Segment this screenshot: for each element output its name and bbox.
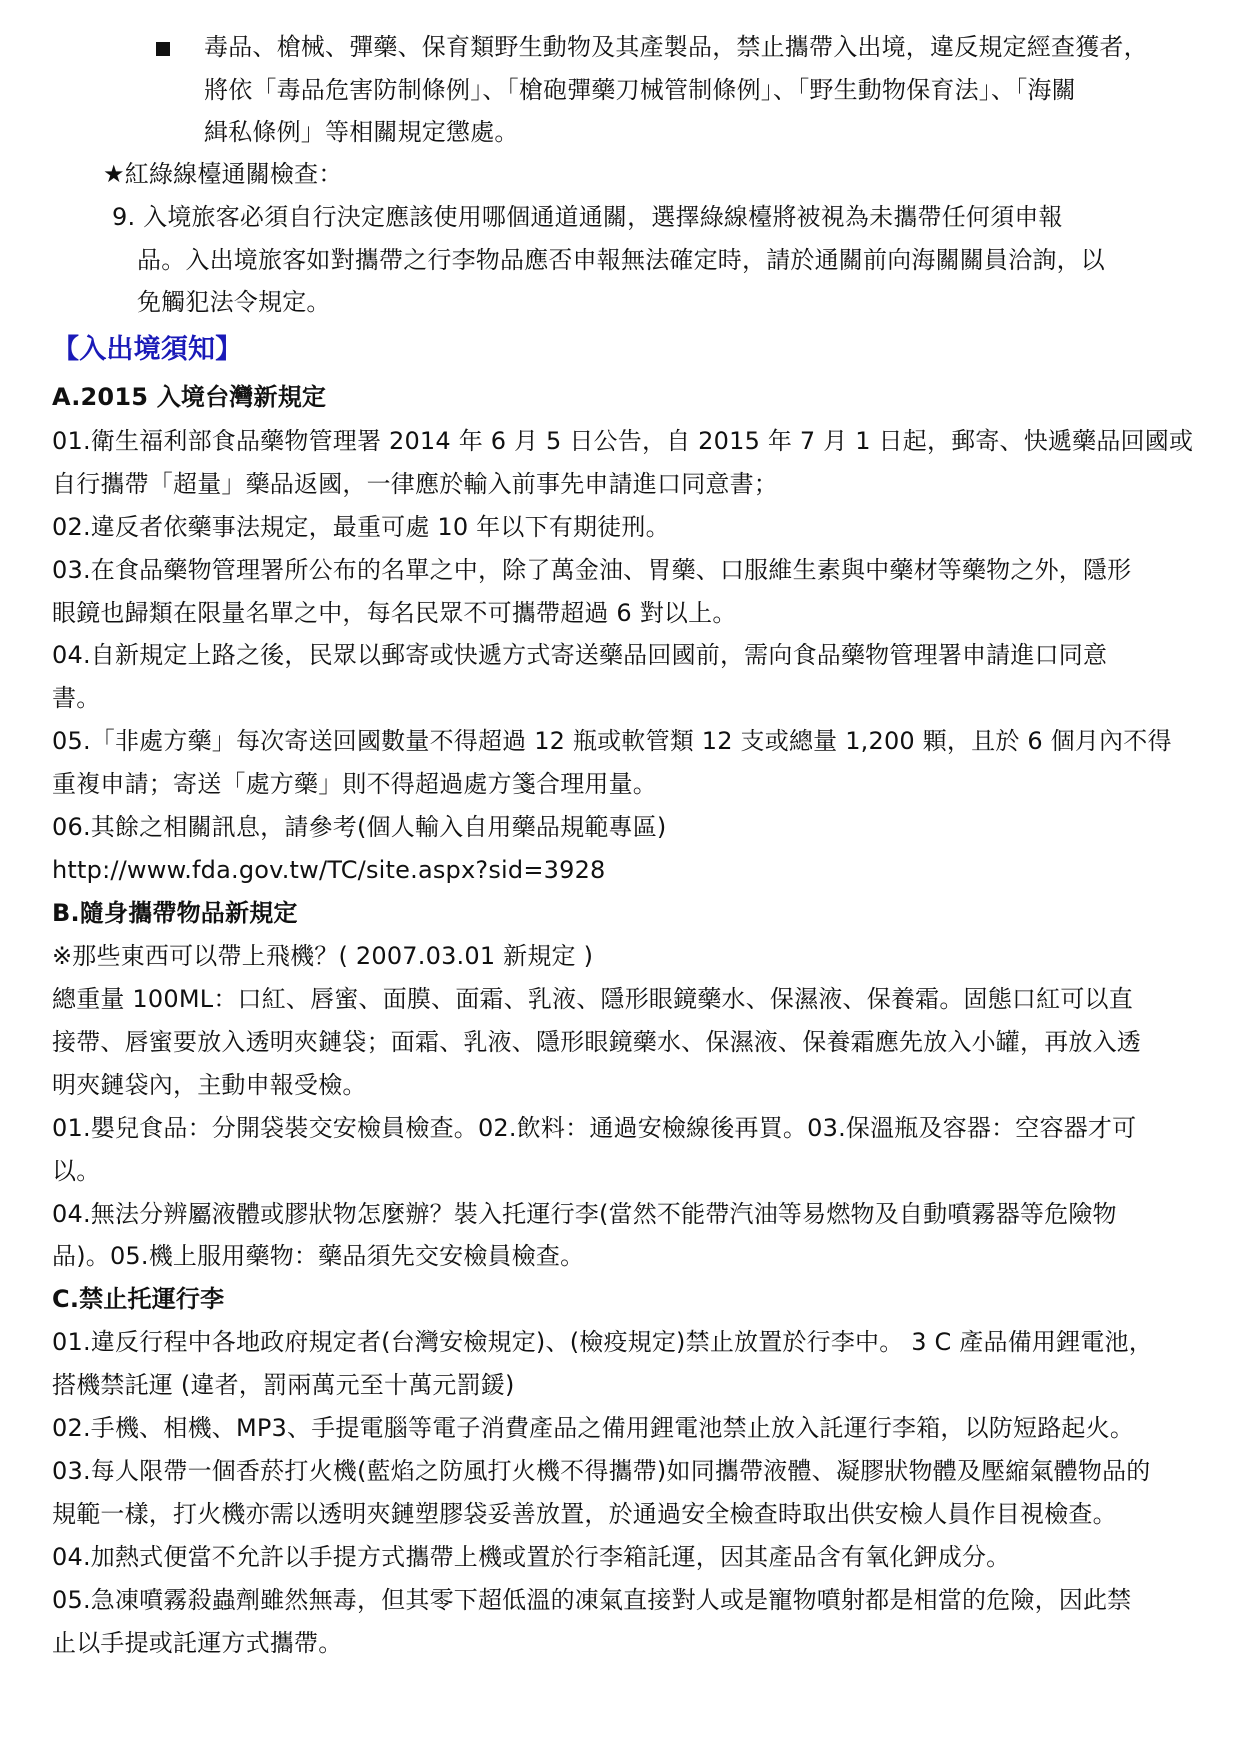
body-line: 明夾鏈袋內，主動申報受檢。: [52, 1071, 367, 1099]
numbered-item-line: 免觸犯法令規定。: [137, 288, 331, 316]
heading-b: B.隨身攜帶物品新規定: [52, 899, 298, 927]
body-line: 03.在食品藥物管理署所公布的名單之中，除了萬金油、胃藥、口服維生素與中藥材等藥物之外，隱形: [52, 556, 1132, 584]
fda-url-line: http://www.fda.gov.tw/TC/site.aspx?sid=3928: [52, 856, 606, 884]
body-line: 止以手提或託運方式攜帶。: [52, 1629, 343, 1657]
body-line: 04.無法分辨屬液體或膠狀物怎麼辦？裝入托運行李(當然不能帶汽油等易燃物及自動噴霧器等危險物: [52, 1200, 1117, 1228]
body-line: 眼鏡也歸類在限量名單之中，每名民眾不可攜帶超過 6 對以上。: [52, 599, 737, 627]
body-line: 05.急凍噴霧殺蟲劑雖然無毒，但其零下超低溫的凍氣直接對人或是寵物噴射都是相當的危險，因此禁: [52, 1586, 1132, 1614]
body-line: 接帶、唇蜜要放入透明夾鏈袋；面霜、乳液、隱形眼鏡藥水、保濕液、保養霜應先放入小罐，再放入透: [52, 1028, 1141, 1056]
body-line: ※那些東西可以帶上飛機？( 2007.03.01 新規定 ): [52, 942, 594, 970]
body-line: 總重量 100ML：口紅、唇蜜、面膜、面霜、乳液、隱形眼鏡藥水、保濕液、保養霜。固態口紅可以直: [52, 985, 1133, 1013]
bullet-text-line: 緝私條例」等相關規定懲處。: [204, 118, 519, 146]
body-line: 規範一樣，打火機亦需以透明夾鏈塑膠袋妥善放置，於通過安全檢查時取出供安檢人員作目視檢查。: [52, 1500, 1117, 1528]
heading-a: A.2015 入境台灣新規定: [52, 383, 327, 411]
body-line: 01.衛生福利部食品藥物管理署 2014 年 6 月 5 日公告，自 2015 年 7 月 1 日起，郵寄、快遞藥品回國或: [52, 427, 1194, 455]
square-bullet-icon: [156, 42, 170, 56]
body-line: 以。: [52, 1157, 101, 1185]
body-line: 重複申請；寄送「處方藥」則不得超過處方箋合理用量。: [52, 770, 657, 798]
numbered-item-line: 9. 入境旅客必須自行決定應該使用哪個通道通關，選擇綠線檯將被視為未攜帶任何須申報: [112, 203, 1063, 231]
body-line: 01.嬰兒食品：分開袋裝交安檢員檢查。02.飲料：通過安檢線後再買。03.保溫瓶及容器：空容器才可: [52, 1114, 1137, 1142]
body-line: 04.自新規定上路之後，民眾以郵寄或快遞方式寄送藥品回國前，需向食品藥物管理署申請進口同意: [52, 641, 1108, 669]
body-line: 05.「非處方藥」每次寄送回國數量不得超過 12 瓶或軟管類 12 支或總量 1,200 顆，且於 6 個月內不得: [52, 727, 1172, 755]
body-line: 06.其餘之相關訊息，請參考(個人輸入自用藥品規範專區): [52, 813, 667, 841]
numbered-item-line: 品。入出境旅客如對攜帶之行李物品應否申報無法確定時，請於通關前向海關關員洽詢，以: [137, 246, 1105, 274]
body-line: 02.違反者依藥事法規定，最重可處 10 年以下有期徒刑。: [52, 513, 670, 541]
body-line: 02.手機、相機、MP3、手提電腦等電子消費產品之備用鋰電池禁止放入託運行李箱，以防短路起火。: [52, 1414, 1135, 1442]
body-line: 03.每人限帶一個香菸打火機(藍焰之防風打火機不得攜帶)如同攜帶液體、凝膠狀物體及壓縮氣體物品的: [52, 1457, 1151, 1485]
body-line: 01.違反行程中各地政府規定者(台灣安檢規定)、(檢疫規定)禁止放置於行李中。 3 C 產品備用鋰電池，: [52, 1328, 1153, 1356]
body-line: 書。: [52, 684, 101, 712]
body-line: 自行攜帶「超量」藥品返國，一律應於輸入前事先申請進口同意書；: [52, 470, 778, 498]
heading-c: C.禁止托運行李: [52, 1285, 225, 1313]
body-line: 品)。05.機上服用藥物：藥品須先交安檢員檢查。: [52, 1242, 585, 1270]
subheading-customs-check: ★紅綠線檯通關檢查：: [103, 160, 343, 188]
bullet-text-line: 毒品、槍械、彈藥、保育類野生動物及其產製品，禁止攜帶入出境，違反規定經查獲者，: [204, 33, 1148, 61]
body-line: 搭機禁託運 (違者，罰兩萬元至十萬元罰鍰): [52, 1371, 515, 1399]
bullet-text-line: 將依「毒品危害防制條例」、「槍砲彈藥刀械管制條例」、「野生動物保育法」、「海關: [204, 76, 1076, 104]
section-title: 【入出境須知】: [52, 334, 243, 365]
body-line: 04.加熱式便當不允許以手提方式攜帶上機或置於行李箱託運，因其產品含有氧化鉀成分。: [52, 1543, 1011, 1571]
